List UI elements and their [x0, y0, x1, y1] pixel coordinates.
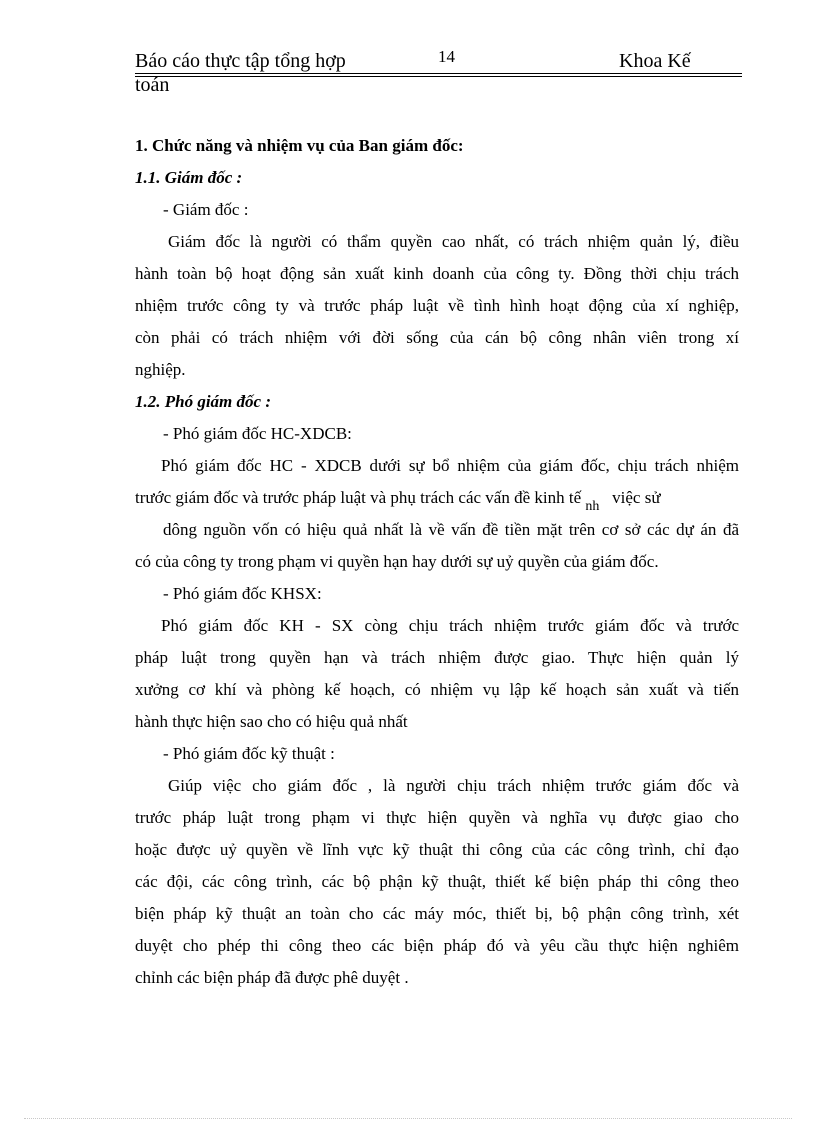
paragraph-line: có của công ty trong phạm vi quyền hạn hay dưới sự uỷ quyền của giám đốc.	[135, 552, 659, 571]
paragraph-line	[135, 482, 739, 514]
paragraph-line-part: trước giám đốc và trước pháp luật và phụ trách các vấn đề kinh tế	[135, 488, 582, 507]
paragraph-line: duyệt cho phép thi công theo các biện pháp đó và yêu cầu thực hiện nghiêm	[135, 936, 739, 955]
subsection-heading: 1.2. Phó giám đốc :	[135, 392, 271, 411]
paragraph-line: nghiệp.	[135, 360, 186, 379]
paragraph-line: chỉnh các biện pháp đã được phê duyệt .	[135, 968, 409, 987]
paragraph-line: hành thực hiện sao cho có hiệu quả nhất	[135, 712, 408, 731]
paragraph-line: xưởng cơ khí và phòng kế hoạch, có nhiệm vụ lập kế hoạch sản xuất và tiến	[135, 680, 739, 699]
paragraph-line: Giúp việc cho giám đốc , là người chịu trách nhiệm trước giám đốc và	[168, 776, 739, 795]
paragraph-line: dông nguồn vốn có hiệu quả nhất là về vấn đề tiền mặt trên cơ sở các dự án đã	[163, 520, 739, 539]
page-header	[135, 47, 742, 74]
page-bottom-border	[24, 1118, 792, 1119]
paragraph-line-fragment: nh	[585, 499, 600, 514]
paragraph-line: nhiệm trước công ty và trước pháp luật về tình hình hoạt động của xí nghiệp,	[135, 296, 739, 315]
header-report-title: Báo cáo thực tập tổng hợp	[135, 50, 346, 72]
paragraph-line: hành toàn bộ hoạt động sản xuất kinh doanh của công ty. Đồng thời chịu trách	[135, 264, 739, 283]
paragraph-line: các đội, các công trình, các bộ phận kỹ thuật, thiết kế biện pháp thi công theo	[135, 872, 739, 891]
header-department-continuation: toán	[135, 74, 170, 96]
paragraph-line: Phó giám đốc KH - SX còng chịu trách nhiệm trước giám đốc và trước	[161, 616, 739, 635]
paragraph-line: còn phải có trách nhiệm với đời sống của cán bộ công nhân viên trong xí	[135, 328, 739, 347]
paragraph-line-part: việc sử	[612, 488, 661, 507]
role-label: - Giám đốc :	[163, 200, 249, 219]
paragraph-line: hoặc được uỷ quyền về lĩnh vực kỹ thuật thi công của các công trình, chỉ đạo	[135, 840, 739, 859]
header-department: Khoa Kế	[619, 50, 691, 72]
section-heading: 1. Chức năng và nhiệm vụ của Ban giám đốc:	[135, 136, 464, 155]
role-label: - Phó giám đốc kỹ thuật :	[163, 744, 335, 763]
role-label: - Phó giám đốc HC-XDCB:	[163, 424, 352, 443]
paragraph-line: pháp luật trong quyền hạn và trách nhiệm được giao. Thực hiện quản lý	[135, 648, 739, 667]
page-number: 14	[438, 47, 455, 66]
paragraph-line: trước pháp luật trong phạm vi thực hiện quyền và nghĩa vụ được giao cho	[135, 808, 739, 827]
paragraph-line: Phó giám đốc HC - XDCB dưới sự bổ nhiệm của giám đốc, chịu trách nhiệm	[161, 456, 739, 475]
paragraph-line: Giám đốc là người có thẩm quyền cao nhất, có trách nhiệm quản lý, điều	[168, 232, 739, 251]
subsection-heading: 1.1. Giám đốc :	[135, 168, 243, 187]
role-label: - Phó giám đốc KHSX:	[163, 584, 322, 603]
document-body	[135, 130, 739, 994]
paragraph-line: biện pháp kỹ thuật an toàn cho các máy móc, thiết bị, bộ phận công trình, xét	[135, 904, 739, 923]
